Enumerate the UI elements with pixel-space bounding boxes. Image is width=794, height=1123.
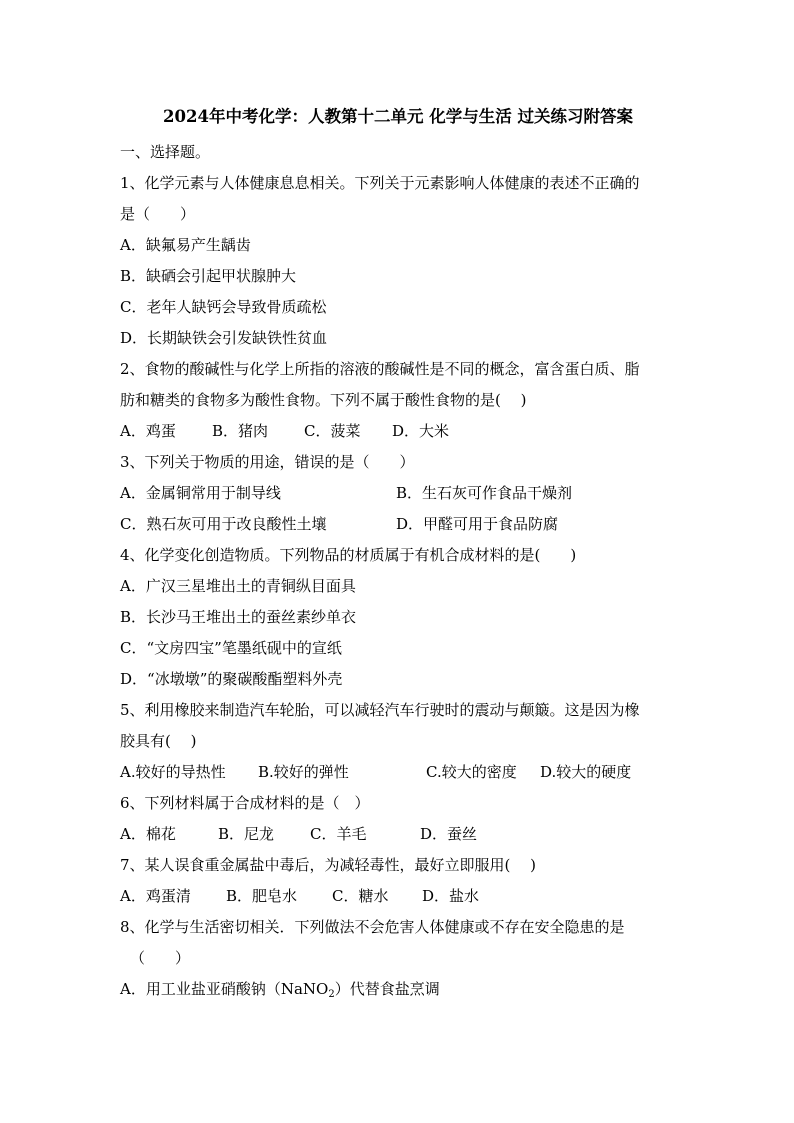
q8-stem-line-2: （ ） — [130, 949, 191, 967]
q8-option-a-text-start: A．用工业盐亚硝酸钠（NaNO — [120, 980, 329, 998]
q8-option-a — [120, 974, 676, 1005]
q7-option-a: A．鸡蛋清 — [120, 887, 191, 905]
q4-option-b: B．长沙马王堆出土的蚕丝素纱单衣 — [120, 608, 357, 626]
q1-option-c: C．老年人缺钙会导致骨质疏松 — [120, 298, 327, 316]
q2-option-b: B．猪肉 — [212, 422, 269, 440]
q6-options — [120, 819, 676, 850]
q4-option-a: A．广汉三星堆出土的青铜纵目面具 — [120, 577, 356, 595]
q2-stem-line-2: 肪和糖类的食物多为酸性食物。下列不属于酸性食物的是( ) — [120, 391, 527, 409]
q7-option-d: D．盐水 — [422, 887, 480, 905]
q1-stem-line-2: 是（ ） — [120, 205, 196, 223]
q6-option-d: D．蚕丝 — [420, 825, 478, 843]
q5-options — [120, 757, 676, 788]
q8-option-a-subscript: 2 — [328, 989, 335, 1000]
q5-option-d: D.较大的硬度 — [540, 763, 632, 781]
q6-stem: 6、下列材料属于合成材料的是（ ） — [120, 794, 370, 812]
q3-option-c: C．熟石灰可用于改良酸性土壤 — [120, 515, 327, 533]
section-heading: 一、选择题。 — [120, 143, 211, 161]
document-page — [120, 100, 676, 1005]
q2-option-a: A．鸡蛋 — [120, 422, 176, 440]
q6-option-b: B．尼龙 — [218, 825, 275, 843]
q4-stem: 4、化学变化创造物质。下列物品的材质属于有机合成材料的是( ) — [120, 546, 577, 564]
q5-stem-line-1: 5、利用橡胶来制造汽车轮胎，可以减轻汽车行驶时的震动与颠簸。这是因为橡 — [120, 701, 640, 719]
q6-option-c: C．羊毛 — [310, 825, 367, 843]
q2-options — [120, 416, 676, 447]
q6-option-a: A．棉花 — [120, 825, 176, 843]
q1-stem-line-1: 1、化学元素与人体健康息息相关。下列关于元素影响人体健康的表述不正确的 — [120, 174, 640, 192]
q2-option-d: D．大米 — [392, 422, 450, 440]
q7-option-b: B．肥皂水 — [226, 887, 298, 905]
q1-option-d: D．长期缺铁会引发缺铁性贫血 — [120, 329, 328, 347]
q3-option-d: D．甲醛可用于食品防腐 — [396, 515, 559, 533]
q4-option-c: C．“文房四宝”笔墨纸砚中的宣纸 — [120, 639, 342, 657]
q3-options-row-1 — [120, 478, 676, 509]
q3-option-a: A．金属铜常用于制导线 — [120, 484, 281, 502]
q7-option-c: C．糖水 — [332, 887, 389, 905]
q2-stem-line-1: 2、食物的酸碱性与化学上所指的溶液的酸碱性是不同的概念，富含蛋白质、脂 — [120, 360, 640, 378]
q7-options — [120, 881, 676, 912]
q1-option-b: B．缺硒会引起甲状腺肿大 — [120, 267, 297, 285]
q5-stem-line-2: 胶具有( ) — [120, 732, 197, 750]
q3-options-row-2 — [120, 509, 676, 540]
q1-option-a: A．缺氟易产生龋齿 — [120, 236, 251, 254]
q4-option-d: D．“冰墩墩”的聚碳酸酯塑料外壳 — [120, 670, 343, 688]
q5-option-c: C.较大的密度 — [426, 763, 517, 781]
q7-stem: 7、某人误食重金属盐中毒后，为减轻毒性，最好立即服用( ) — [120, 856, 537, 874]
q3-stem: 3、下列关于物质的用途，错误的是（ ） — [120, 453, 415, 471]
q3-option-b: B．生石灰可作食品干燥剂 — [396, 484, 573, 502]
document-title: 2024年中考化学：人教第十二单元 化学与生活 过关练习附答案 — [163, 107, 633, 126]
q5-option-b: B.较好的弹性 — [258, 763, 349, 781]
q8-option-a-text-end: ）代替食盐烹调 — [334, 980, 440, 998]
q8-stem-line-1: 8、化学与生活密切相关．下列做法不会危害人体健康或不存在安全隐患的是 — [120, 918, 625, 936]
q5-option-a: A.较好的导热性 — [120, 763, 226, 781]
q2-option-c: C．菠菜 — [304, 422, 361, 440]
